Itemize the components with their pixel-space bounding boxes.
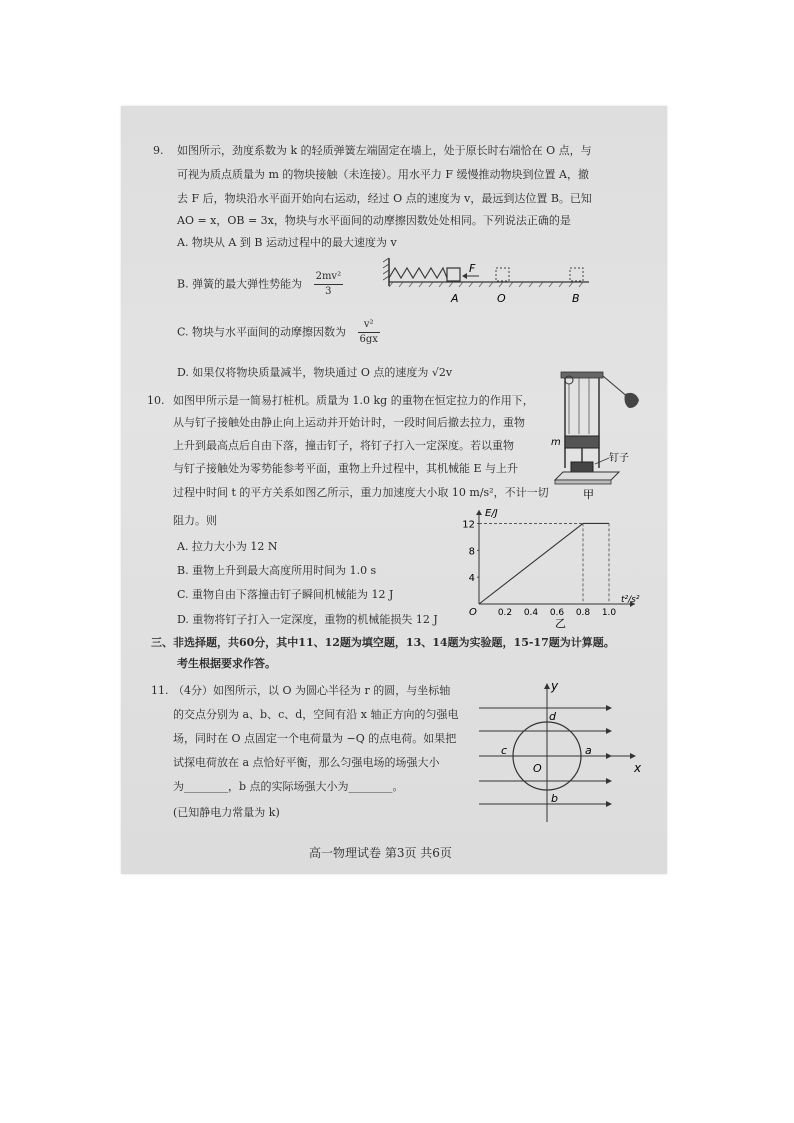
energy-chart [459,504,659,632]
figure-jia-caption: 甲 [583,488,594,500]
q9-option-c-fraction [358,318,380,347]
point-c-label: c [501,744,508,757]
chart-origin-label: O [469,607,477,618]
chart-x-label: t²/s² [621,595,640,605]
q9-option-c [177,318,380,347]
q9-option-c-text: C. 物块与水平面间的动摩擦因数为 [177,325,347,339]
force-label: F [469,262,476,275]
chart-y-arrow [476,510,482,515]
q10-option-c: C. 重物自由下落撞击钉子瞬间机械能为 12 J [177,588,394,601]
q9-option-c-denominator: 6gx [359,334,378,345]
chart-x-tick-label: 0.2 [497,608,513,618]
q10-line-1: 如图甲所示是一简易打桩机。质量为 1.0 kg 的重物在恒定拉力的作用下， [173,394,534,407]
q9-option-b-fraction [314,270,344,299]
q9-line-1: 如图所示，劲度系数为 k 的轻质弹簧左端固定在墙上，处于原长时右端恰在 O 点，与 [177,144,592,157]
chart-y-tick-label: 4 [468,573,475,585]
chart-x-tick-label: 1.0 [601,608,617,618]
q11-number: 11. [151,684,169,697]
q11-line-1: （4分）如图所示，以 O 为圆心半径为 r 的圆，与坐标轴 [173,684,451,697]
q9-number: 9. [153,144,164,157]
figure-yi-caption: 乙 [555,617,566,630]
pile-driver-figure [549,368,649,500]
chart-y-tick-label: 8 [468,546,475,558]
point-d-label: d [549,710,556,723]
q9-line-3: 去 F 后，物块沿水平面开始向右运动，经过 O 点的速度为 v，最远到达位置 B。已知 [177,192,592,205]
q11-line-5: 为________，b 点的实际场强大小为________。 [173,780,404,793]
x-axis-label: x [634,761,642,775]
point-a-label: A [451,292,459,305]
q9-line-4: AO = x，OB = 3x，物块与水平面间的动摩擦因数处处相同。下列说法正确的是 [177,214,571,227]
electric-field-figure [471,678,643,826]
section-3-note: 考生根据要求作答。 [177,657,276,670]
q10-option-a: A. 拉力大小为 12 N [177,540,278,553]
q10-line-6: 阻力。则 [173,514,217,527]
chart-x-tick-label: 0.8 [575,608,591,618]
hand-icon [625,393,640,408]
q9-option-a: A. 物块从 A 到 B 运动过程中的最大速度为 v [177,236,397,249]
point-b-label: b [551,792,558,805]
q9-option-c-numerator: v² [358,318,380,333]
y-axis-label: y [551,679,559,693]
block-at-b [570,268,583,281]
q9-option-d: D. 如果仅将物块质量减半，物块通过 O 点的速度为 √2v [177,366,453,379]
q10-line-4: 与钉子接触处为零势能参考平面，重物上升过程中，其机械能 E 与上升 [173,462,519,475]
point-b-label: B [572,292,580,305]
point-o-label: O [497,292,506,305]
q9-spring-figure [383,256,593,308]
q9-option-b-text: B. 弹簧的最大弹性势能为 [177,277,303,291]
block-at-o [496,268,509,281]
q11-line-3: 场，同时在 O 点固定一个电荷量为 −Q 的点电荷。如果把 [173,732,457,745]
q10-line-5: 过程中时间 t 的平方关系如图乙所示，重力加速度大小取 10 m/s²，不计一切 [173,486,549,499]
page-footer: 高一物理试卷 第3页 共6页 [309,846,452,860]
spring [389,268,447,278]
exam-page [121,106,667,874]
q10-option-d: D. 重物将钉子打入一定深度，重物的机械能损失 12 J [177,613,438,626]
nail-label: 钉子 [609,453,629,464]
chart-series-line [479,523,583,604]
q10-option-b: B. 重物上升到最大高度所用时间为 1.0 s [177,564,377,577]
q11-line-2: 的交点分别为 a、b、c、d，空间有沿 x 轴正方向的匀强电 [173,708,459,721]
q10-line-2: 从与钉子接触处由静止向上运动并开始计时，一段时间后撤去拉力，重物 [173,416,525,429]
chart-y-tick-label: 12 [462,519,475,531]
chart-x-tick-label: 0.6 [549,608,565,618]
section-3-header: 三、非选择题，共60分，其中11、12题为填空题，13、14题为实验题，15-17题为计算题。 [151,636,615,649]
q11-line-4: 试探电荷放在 a 点恰好平衡，那么匀强电场的场强大小 [173,756,440,769]
chart-x-tick-label: 0.4 [523,608,539,618]
chart-y-label: E/J [485,508,498,519]
weight-block [565,436,599,448]
q10-line-3: 上升到最高点后自由下落，撞击钉子，将钉子打入一定深度。若以重物 [173,439,514,452]
q9-option-b [177,270,343,299]
q11-line-6: (已知静电力常量为 k) [173,806,280,819]
point-a-label: a [585,744,592,757]
q9-option-b-denominator: 3 [325,286,332,297]
q10-number: 10. [147,394,165,407]
mass-label: m [551,437,561,448]
origin-label: O [533,762,542,775]
q9-option-b-numerator: 2mv² [314,270,344,285]
block-at-a [447,268,460,281]
q9-line-2: 可视为质点质量为 m 的物块接触（未连接）。用水平力 F 缓慢推动物块到位置 A，撤 [177,168,589,181]
